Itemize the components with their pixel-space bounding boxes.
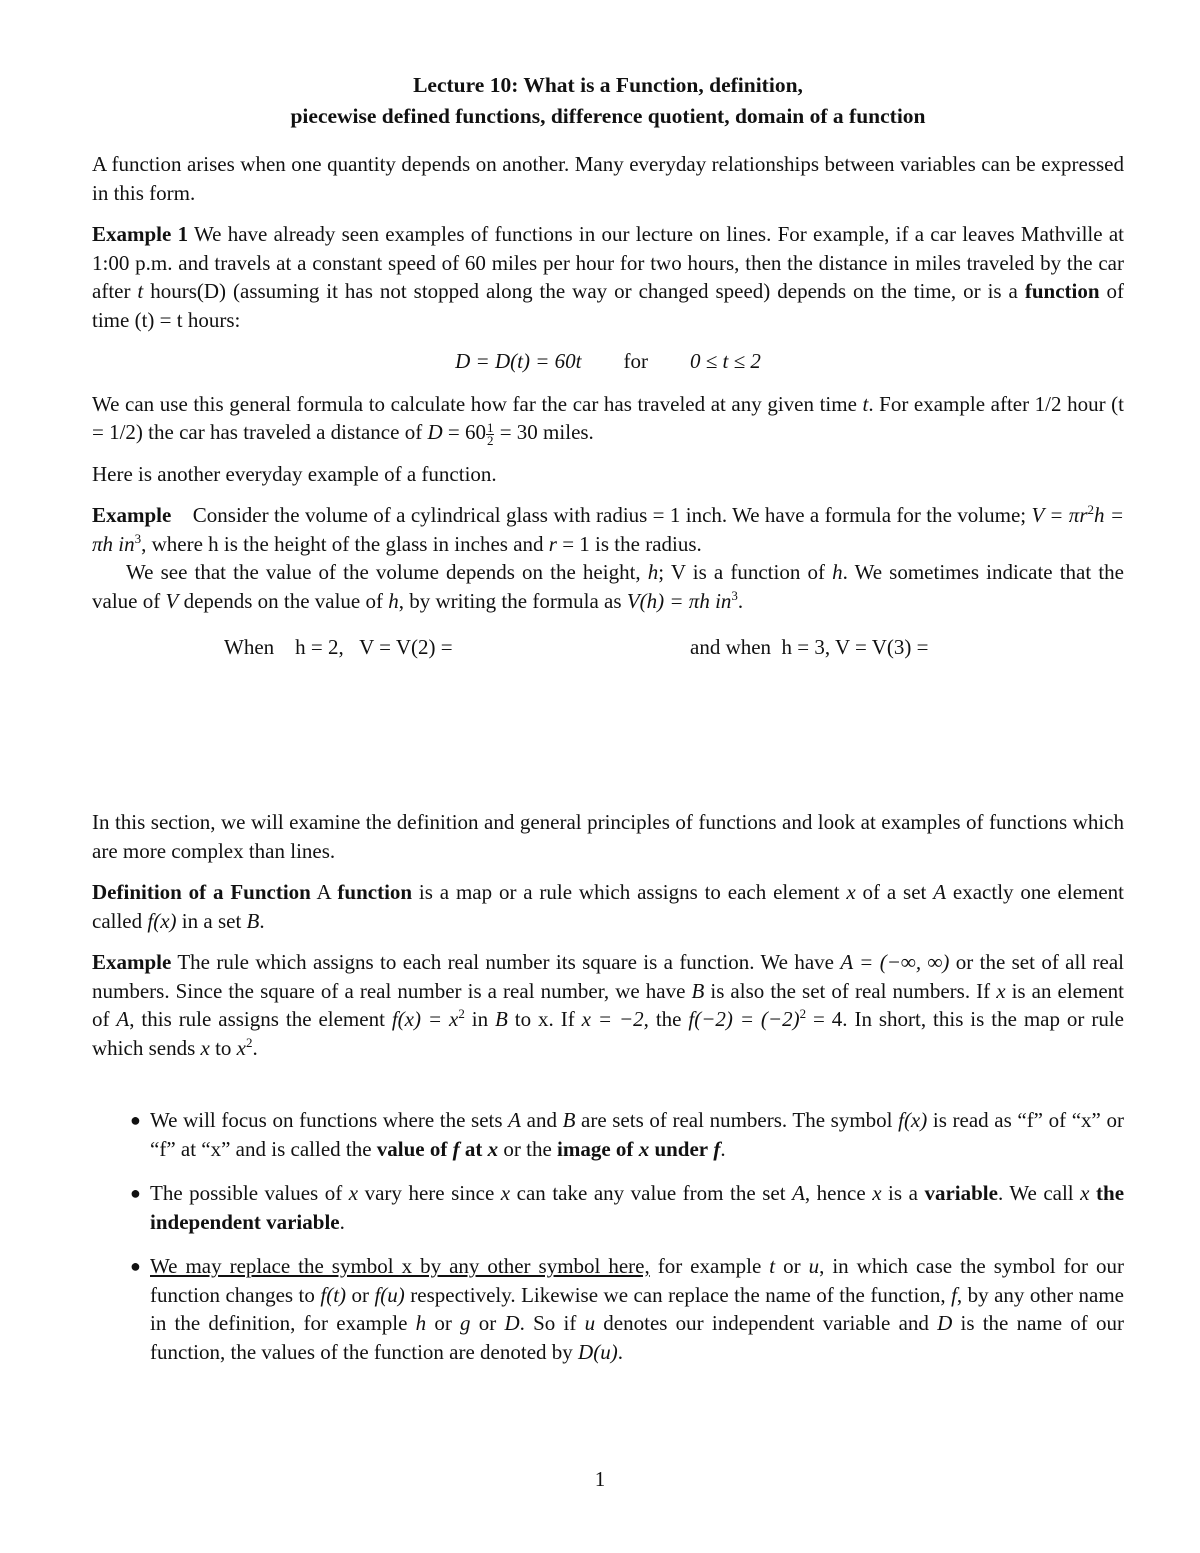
page-number: 1 <box>594 1467 606 1491</box>
when-h-2: When h = 2, V = V(2) = <box>224 635 453 660</box>
bold-function-term: function <box>1024 279 1100 303</box>
example-3-label: Example <box>92 950 172 975</box>
bullet-list <box>92 1106 1124 1366</box>
title-line-1: Lecture 10: What is a Function, definition, <box>413 73 803 97</box>
intro-paragraph: A function arises when one quantity depends on another. Many everyday relationships between variables can be expressed in this form. <box>92 152 1124 205</box>
volume-evaluation-row <box>92 633 1124 673</box>
list-item: ● We will focus on functions where the sets A and B are sets of real numbers. The symbol f(x) is read as “f” of “x” or “f” at “x” and is called the value of f at x or the image of x under f. <box>130 1108 1124 1161</box>
section-intro-paragraph: In this section, we will examine the definition and general principles of functions and look at examples of functions which are more complex than lines. <box>92 810 1124 863</box>
bullet-icon: ● <box>130 1110 141 1131</box>
document-page <box>92 70 1124 1382</box>
when-h-3: and when h = 3, V = V(3) = <box>690 635 929 660</box>
bullet-icon: ● <box>130 1256 141 1277</box>
example-2-paragraph: Example Consider the volume of a cylindrical glass with radius = 1 inch. We have a formula for the volume; $V = \pi r^2h = \pi h$ $in^3$, where h is the height of the glass in inches and r = 1 is the radius. <box>92 502 1125 556</box>
example-3-paragraph: Example The rule which assigns to each real number its square is a function. We have A = (−∞, ∞) or the set of all real numbers. Since the square of a real number is a real number, we have B is also the set of real numbers. If x is an element of A, this rule assigns the element $f(x) = x^2$ in B to x. If x = −2, the $f(-2) = (-2)^2 = 4$. In short, this is the map or rule which sends x to $x^2$. <box>92 950 1124 1060</box>
definition-paragraph: Definition of a Function A function is a map or a rule which assigns to each element x of a set A exactly one element called f(x) in a set B. <box>92 880 1125 933</box>
underlined-phrase: We may replace the symbol x by any other symbol here, <box>150 1254 650 1279</box>
fraction-one-half: $\frac{1}{2}$ <box>486 419 494 448</box>
title-line-2: piecewise defined functions, difference quotient, domain of a function <box>290 104 926 128</box>
list-item: ● The possible values of x vary here since x can take any value from the set A, hence x is a variable. We call x the independent variable. <box>130 1181 1125 1234</box>
distance-equation: D = D(t) = 60t for 0 ≤ t ≤ 2 <box>455 349 761 373</box>
example-2-continued: We see that the value of the volume depends on the height, h; V is a function of h. We sometimes indicate that the value of V depends on the value of h, by writing the formula as V(h) = πh $in^3$. <box>92 560 1124 613</box>
use-formula-paragraph: We can use this general formula to calculate how far the car has traveled at any given time t. For example after 1/2 hour (t = 1/2) the car has traveled a distance of D = 60 $\frac{1}{2}$ = 30 miles. <box>92 391 1124 448</box>
another-example-line: Here is another everyday example of a function. <box>92 461 497 486</box>
example-1-label: Example 1 <box>92 222 189 246</box>
definition-label: Definition of a Function <box>92 880 311 905</box>
list-item: ● We may replace the symbol x by any other symbol here, for example t or u, in which case the symbol for our function changes to f(t) or f(u) respectively. Likewise we can replace the name of the function, f, by any other name in the definition, for example h or g or D. So if u denotes our independent variable and D is the name of our function, the values of the function are denoted by D(u). <box>130 1254 1124 1364</box>
blank-work-space <box>92 673 1124 808</box>
lecture-title <box>92 70 1124 132</box>
bullet-icon: ● <box>130 1183 141 1204</box>
example-1-paragraph: Example 1 We have already seen examples of functions in our lecture on lines. For example, if a car leaves Mathville at 1:00 p.m. and travels at a constant speed of 60 miles per hour for two hours, then the distance in miles traveled by the car after t hours(D) (assuming it has not stopped along the way or changed speed) depends on the time, or is a function of time (t) = t hours: <box>92 222 1124 332</box>
example-2-label: Example <box>92 503 172 528</box>
